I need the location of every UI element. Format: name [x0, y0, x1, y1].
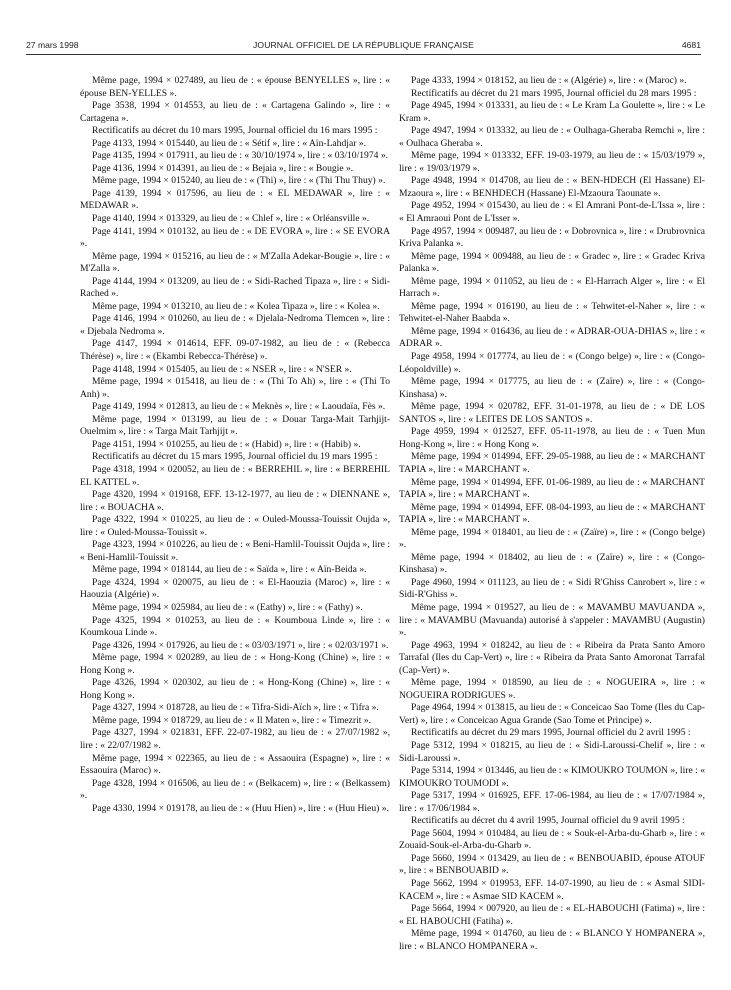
rectification-entry: Même page, 1994 × 018729, au lieu de : « Il Maten », lire : « Timezrit ». [92, 714, 372, 726]
rectification-entry: Page 5314, 1994 × 013446, au lieu de : « KIMOUKRO TOUMON », lire : « KIMOUKRO TOUMODI ». [399, 765, 705, 789]
rectification-entry: Même page, 1994 × 013332, EFF. 19-03-1979, au lieu de : « 15/03/1979 », lire : « 19/03/1979 ». [399, 150, 705, 174]
rectification-entry: Même page, 1994 × 027489, au lieu de : « épouse BENYELLES », lire : « épouse BEN-YELLES ». [80, 75, 390, 99]
rectification-entry: Même page, 1994 × 018401, au lieu de : « (Zaïre) », lire : « (Congo belge) ». [399, 526, 705, 551]
rectification-entry: Rectificatifs au décret du 10 mars 1995, Journal officiel du 16 mars 1995 : [92, 125, 378, 137]
rectification-entry: Page 4948, 1994 × 014708, au lieu de : « BEN-HDECH (El Hassane) El-Mzaoura », lire : « BENHDECH (Hassane) El-Mzaoura Taounate ». [399, 175, 705, 199]
rectification-entry: Page 4325, 1994 × 010253, au lieu de : « Koumboua Linde », lire : « Koumkoua Linde ». [80, 614, 390, 639]
rectification-entry: Même page, 1994 × 014994, EFF. 08-04-1993, au lieu de : « MARCHANT TAPIA », lire : « MARCHANT ». [399, 501, 705, 526]
rectification-entry: Page 4945, 1994 × 013331, au lieu de : « Le Kram La Goulette », lire : « Le Kram ». [399, 100, 705, 124]
rectification-entry: Rectificatifs au décret du 15 mars 1995, Journal officiel du 19 mars 1995 : [92, 451, 378, 463]
rectification-entry: Même page, 1994 × 018144, au lieu de : « Saïda », lire : « Aïn-Beida ». [92, 564, 367, 576]
rectification-entry: Rectificatifs au décret du 29 mars 1995, Journal officiel du 2 avril 1995 : [411, 727, 691, 739]
rectification-entry: Page 4328, 1994 × 016506, au lieu de : « (Belkacem) », lire : « (Belkassem) ». [80, 777, 390, 802]
rectification-entry: Même page, 1994 × 019527, au lieu de : « MAVAMBU MAVUANDA », lire : « MAVAMBU (Mavuanda) autorisé à s'appeler : MAVAMBU (Augustin) ». [399, 601, 705, 639]
rectification-entry: Même page, 1994 × 020782, EFF. 31-01-1978, au lieu de : « DE LOS SANTOS », lire : « LEITES DE LOS SANTOS ». [399, 401, 705, 425]
rectification-entry: Même page, 1994 × 011052, au lieu de : « El-Harrach Alger », lire : « El Harrach ». [399, 275, 705, 300]
page-header [26, 40, 701, 54]
rectification-entry: Même page, 1994 × 020289, au lieu de : « Hong-Kong (Chine) », lire : « Hong Kong ». [80, 652, 390, 676]
rectification-entry: Page 4952, 1994 × 015430, au lieu de : « El Amrani Pont-de-L'Issa », lire : « El Amraoui Pont de L'Isser ». [399, 200, 705, 225]
rectification-entry: Page 4136, 1994 × 014391, au lieu de : « Bejaia », lire : « Bougie ». [92, 162, 354, 174]
rectification-entry: Page 4151, 1994 × 010255, au lieu de : « (Habid) », lire : « (Habib) ». [92, 438, 361, 450]
header-rule [26, 54, 701, 55]
rectification-entry: Page 4318, 1994 × 020052, au lieu de : « BERREHIL », lire : « BERREHIL EL KATTEL ». [80, 463, 390, 488]
rectification-entry: Même page, 1994 × 014994, EFF. 01-06-1989, au lieu de : « MARCHANT TAPIA », lire : « MARCHANT ». [399, 476, 705, 501]
rectification-entry: Même page, 1994 × 025984, au lieu de : « (Eathy) », lire : « (Fathy) ». [92, 601, 363, 613]
rectification-entry: Même page, 1994 × 015216, au lieu de : « M'Zalla Adekar-Bougie », lire : « M'Zalla ». [80, 250, 390, 275]
rectification-entry: Page 4322, 1994 × 010225, au lieu de : « Ouled-Moussa-Touissit Oujda », lire : « Ouled-Moussa-Touissit ». [80, 514, 390, 538]
rectification-entry: Page 5664, 1994 × 007920, au lieu de : « EL-HABOUCHI (Fatima) », lire : « EL HABOUCHI (Fatiha) ». [399, 903, 705, 927]
rectification-entry: Page 5660, 1994 × 013429, au lieu de : « BENBOUABID, épouse ATOUF », lire : « BENBOUABID ». [399, 852, 705, 877]
rectification-entry: Page 4148, 1994 × 015405, au lieu de : « NSER », lire : « N'SER ». [92, 363, 352, 375]
rectification-entry: Même page, 1994 × 018590, au lieu de : « NOGUEIRA », lire : « NOGUEIRA RODRIGUES ». [399, 677, 705, 701]
rectification-entry: Page 4133, 1994 × 015440, au lieu de : « Sétif », lire : « Aïn-Lahdjar ». [92, 137, 366, 149]
rectification-entry: Page 4135, 1994 × 017911, au lieu de : « 30/10/1974 », lire : « 03/10/1974 ». [92, 150, 389, 162]
rectification-entry: Même page, 1994 × 022365, au lieu de : « Assaouira (Espagne) », lire : « Essaouira (Maroc) ». [80, 752, 390, 777]
rectification-entry: Page 4320, 1994 × 019168, EFF. 13-12-1977, au lieu de : « DIENNANE », lire : « BOUACHA ». [80, 489, 390, 513]
header-date: 27 mars 1998 [26, 40, 79, 50]
rectification-entry: Page 4139, 1994 × 017596, au lieu de : « EL MEDAWAR », lire : « MEDAWAR ». [80, 187, 390, 212]
rectification-entry: Page 4140, 1994 × 013329, au lieu de : « Chlef », lire : « Orléansville ». [92, 213, 370, 225]
rectification-entry: Page 4149, 1994 × 012813, au lieu de : « Meknès », lire : « Laoudaïa, Fès ». [92, 401, 386, 413]
rectification-entry: Page 5317, 1994 × 016925, EFF. 17-06-1984, au lieu de : « 17/07/1984 », lire : « 17/06/1984 ». [399, 790, 705, 814]
rectification-entry: Même page, 1994 × 016190, au lieu de : « Tehwitet-el-Naher », lire : « Tehwitet-el-Naher Baabda ». [399, 300, 705, 325]
rectification-entry: Même page, 1994 × 013199, au lieu de : « Douar Targa-Mait Tarhjijt-Ouelmim », lire : « Targa Mait Tarhjijt ». [80, 413, 390, 438]
rectification-entry: Même page, 1994 × 013210, au lieu de : « Kolea Tipaza », lire : « Kolea ». [92, 300, 380, 312]
rectification-entry: Page 4323, 1994 × 010226, au lieu de : « Beni-Hamlil-Touissit Oujda », lire : « Beni-Hamlil-Touissit ». [80, 539, 390, 563]
rectification-entry: Page 4326, 1994 × 020302, au lieu de : « Hong-Kong (Chine) », lire : « Hong Kong ». [80, 677, 390, 701]
rectification-entry: Page 4141, 1994 × 010132, au lieu de : « DE EVORA », lire : « SE EVORA ». [80, 225, 390, 250]
left-column [80, 75, 390, 815]
rectification-entry: Page 4964, 1994 × 013815, au lieu de : « Conceicao Sao Tome (Iles du Cap-Vert) », lire : « Conceicao Agua Grande (Sao Tome et Principe) ». [399, 702, 705, 726]
rectification-entry: Page 3538, 1994 × 014553, au lieu de : « Cartagena Galindo », lire : « Cartagena ». [80, 100, 390, 124]
rectification-entry: Page 5662, 1994 × 019953, EFF. 14-07-1990, au lieu de : « Asmal SIDI-KACEM », lire : « Asmae SID KACEM ». [399, 878, 705, 902]
rectification-entry: Page 4963, 1994 × 018242, au lieu de : « Ribeira da Prata Santo Amoro Tarrafal (Iles du Cap-Vert) », lire : « Ribeira da Prata Santo Amoronat Tarrafal (Cap-Vert) ». [399, 639, 705, 676]
rectification-entry: Même page, 1994 × 016436, au lieu de : « ADRAR-OUA-DHIAS », lire : « ADRAR ». [399, 325, 705, 350]
rectification-entry: Même page, 1994 × 014760, au lieu de : « BLANCO Y HOMPANERA », lire : « BLANCO HOMPANERA ». [399, 928, 705, 952]
rectification-entry: Même page, 1994 × 015240, au lieu de : « (Thi) », lire : « (Thi Thu Thuy) ». [92, 175, 386, 187]
rectification-entry: Rectificatifs au décret du 21 mars 1995, Journal officiel du 28 mars 1995 : [411, 87, 697, 99]
right-column [399, 75, 705, 953]
rectification-entry: Page 4147, 1994 × 014614, EFF. 09-07-1982, au lieu de : « (Rebecca Thérèse) », lire : « (Ekambi Rebecca-Thérèse) ». [80, 338, 390, 363]
rectification-entry: Même page, 1994 × 017775, au lieu de : « (Zaïre) », lire : « (Congo-Kinshasa) ». [399, 376, 705, 400]
rectification-entry: Page 4330, 1994 × 019178, au lieu de : « (Huu Hien) », lire : « (Huu Hieu) ». [92, 802, 389, 814]
rectification-entry: Page 4144, 1994 × 013209, au lieu de : « Sidi-Rached Tipaza », lire : « Sidi-Rached ». [80, 275, 390, 300]
rectification-entry: Page 4146, 1994 × 010260, au lieu de : « Djelala-Nedroma Tlemcen », lire : « Djebala Nedroma ». [80, 313, 390, 337]
rectification-entry: Rectificatifs au décret du 4 avril 1995, Journal officiel du 9 avril 1995 : [411, 815, 685, 827]
rectification-entry: Page 4959, 1994 × 012527, EFF. 05-11-1978, au lieu de : « Tuen Mun Hong-Kong », lire : « Hong Kong ». [399, 426, 705, 450]
rectification-entry: Page 4957, 1994 × 009487, au lieu de : « Dobrovnica », lire : « Drubrovnica Kriva Palanka ». [399, 225, 705, 250]
rectification-entry: Page 5604, 1994 × 010484, au lieu de : « Souk-el-Arba-du-Gharb », lire : « Zouaid-Souk-el-Arba-du-Gharb ». [399, 827, 705, 852]
rectification-entry: Page 4327, 1994 × 018728, au lieu de : « Tifra-Sidi-Aïch », lire : « Tifra ». [92, 702, 379, 714]
rectification-entry: Même page, 1994 × 014994, EFF. 29-05-1988, au lieu de : « MARCHANT TAPIA », lire : « MARCHANT ». [399, 451, 705, 475]
rectification-entry: Même page, 1994 × 009488, au lieu de : « Gradec », lire : « Gradec Kriva Palanka ». [399, 250, 705, 275]
journal-title: JOURNAL OFFICIEL DE LA RÉPUBLIQUE FRANÇAISE [253, 40, 474, 50]
rectification-entry: Page 4958, 1994 × 017774, au lieu de : « (Congo belge) », lire : « (Congo-Léopoldville) ». [399, 351, 705, 375]
rectification-entry: Page 4960, 1994 × 011123, au lieu de : « Sidi R'Ghiss Canrobert », lire : « Sidi-R'Ghiss ». [399, 576, 705, 601]
rectification-entry: Page 5312, 1994 × 018215, au lieu de : « Sidi-Laroussi-Chelif », lire : « Sidi-Laroussi ». [399, 739, 705, 764]
rectification-entry: Page 4947, 1994 × 013332, au lieu de : « Oulhaga-Gheraba Remchi », lire : « Oulhaca Gheraba ». [399, 125, 705, 149]
rectification-entry: Page 4324, 1994 × 020075, au lieu de : « El-Haouzia (Maroc) », lire : « Haouzia (Algérie) ». [80, 576, 390, 601]
rectification-entry: Même page, 1994 × 018402, au lieu de : « (Zaïre) », lire : « (Congo-Kinshasa) ». [399, 551, 705, 576]
rectification-entry: Page 4326, 1994 × 017926, au lieu de : « 03/03/1971 », lire : « 02/03/1971 ». [92, 639, 389, 651]
rectification-entry: Même page, 1994 × 015418, au lieu de : « (Thi To Ah) », lire : « (Thi To Anh) ». [80, 376, 390, 400]
page-number: 4681 [681, 40, 701, 50]
rectification-entry: Page 4327, 1994 × 021831, EFF. 22-07-1982, au lieu de : « 27/07/1982 », lire : « 22/07/1982 ». [80, 727, 390, 751]
rectification-entry: Page 4333, 1994 × 018152, au lieu de : « (Algérie) », lire : « (Maroc) ». [411, 75, 687, 86]
